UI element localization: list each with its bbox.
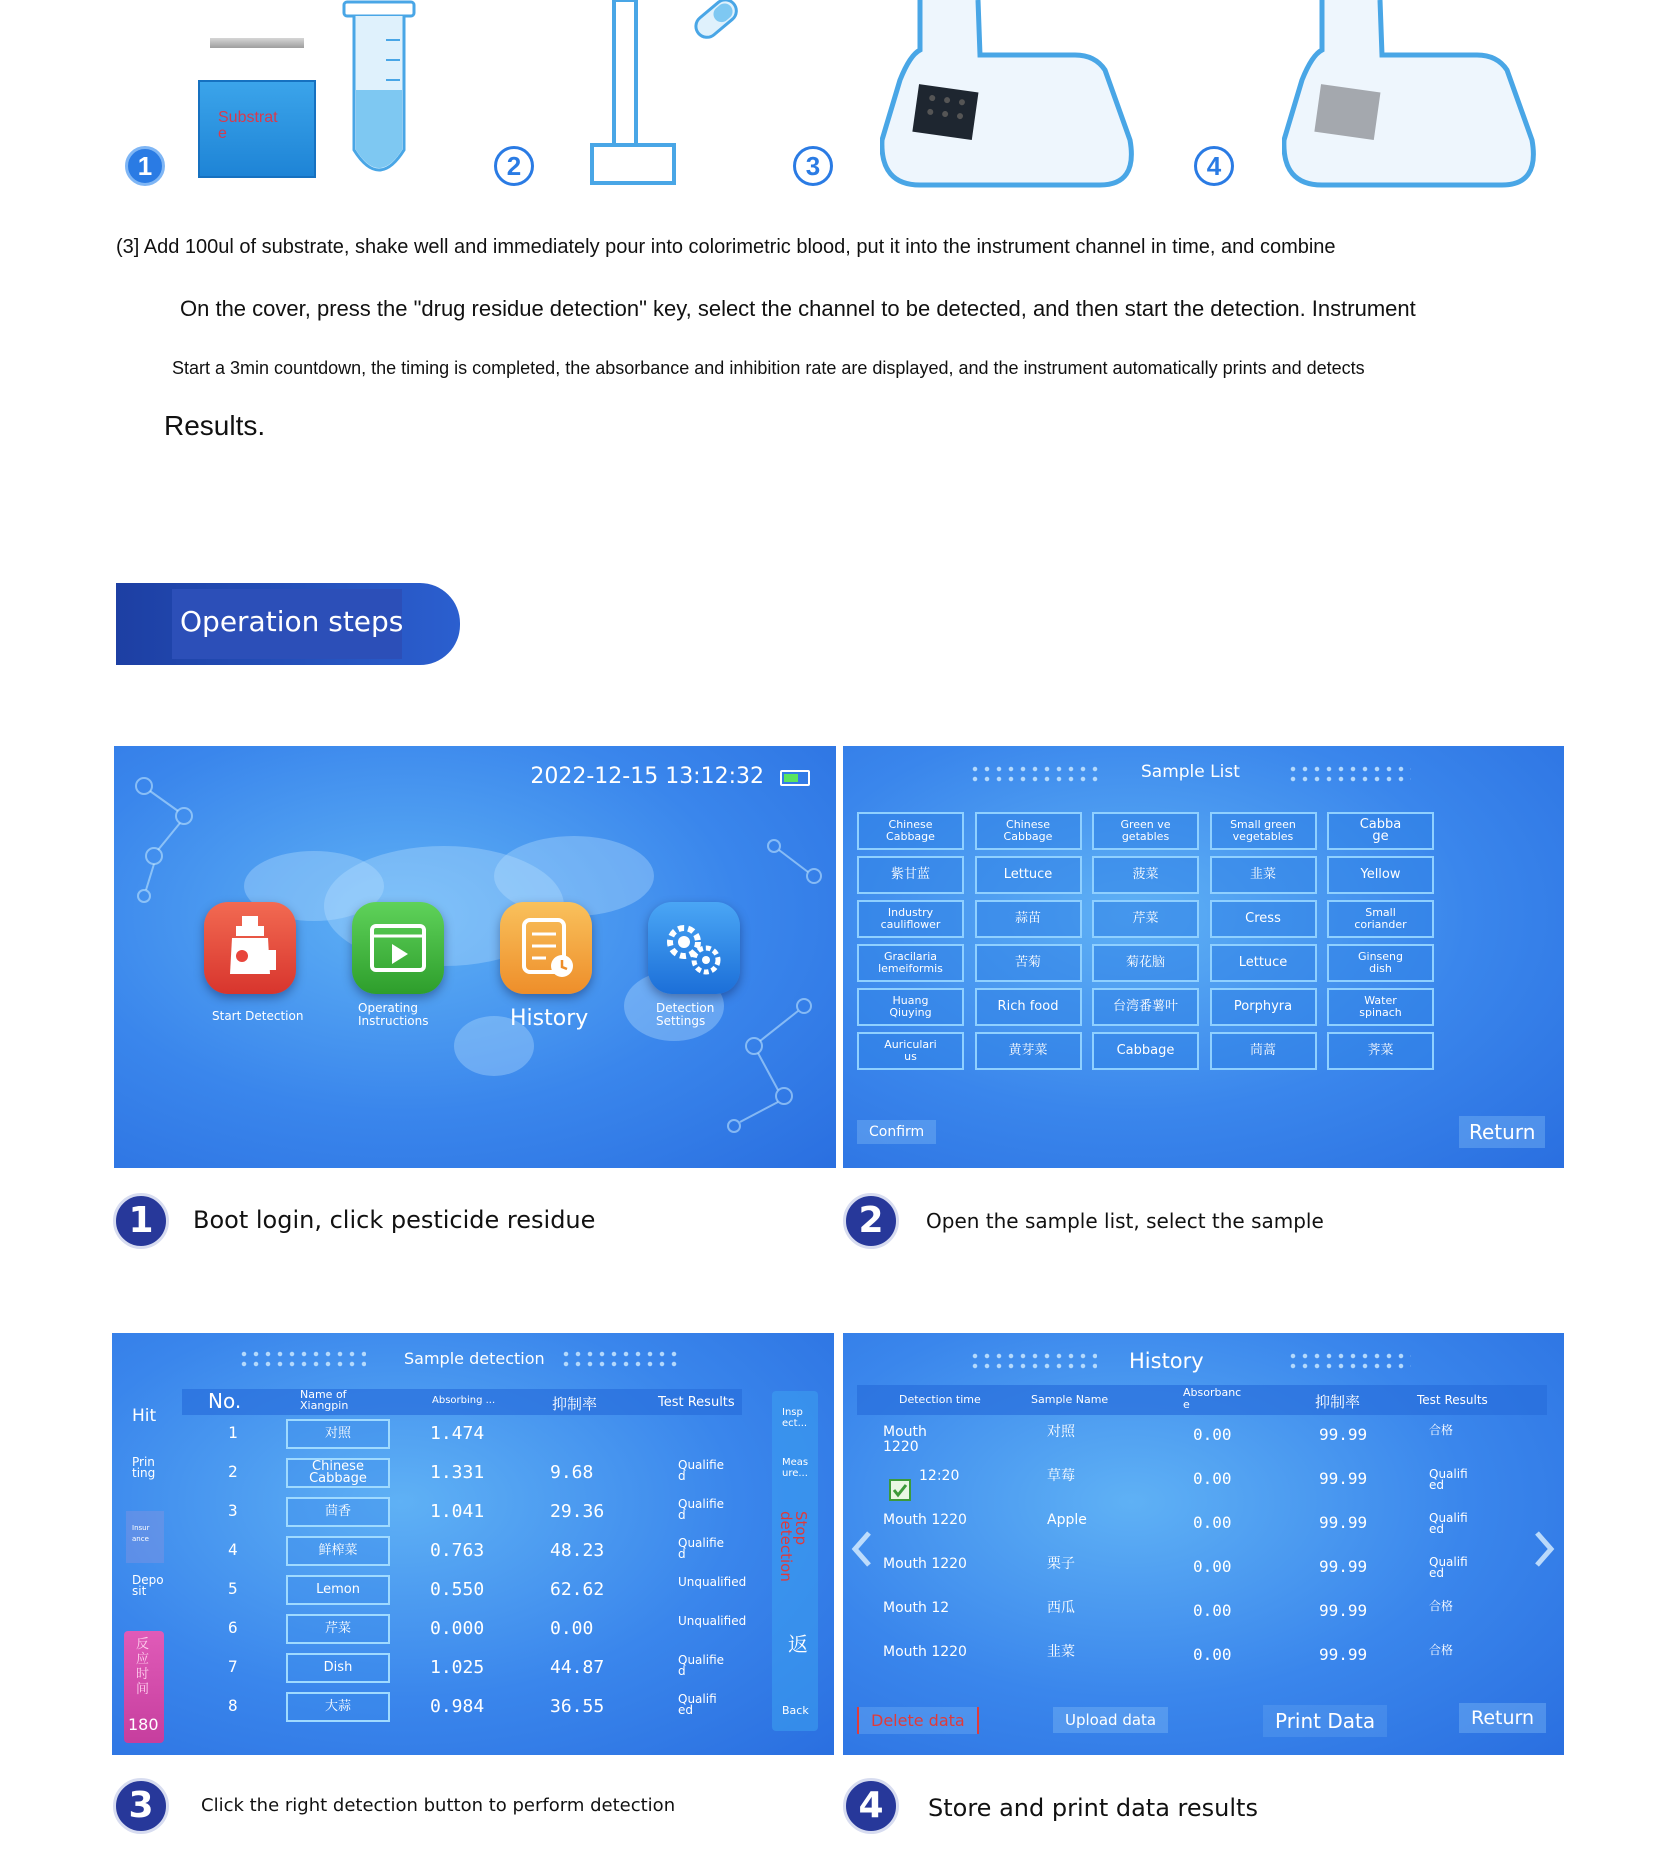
inhibition-value: 62.62 bbox=[550, 1579, 605, 1600]
illus-step-2-badge: 2 bbox=[494, 146, 534, 186]
instruction-line-2: On the cover, press the "drug residue detection" key, select the channel to be detected, and then start the detection. Instrument bbox=[180, 296, 1416, 321]
inhibition-value: 99.99 bbox=[1319, 1513, 1368, 1532]
absorbance-value: 0.00 bbox=[1193, 1425, 1232, 1444]
absorbance-value: 0.00 bbox=[1193, 1469, 1232, 1488]
illus-step-4-badge: 4 bbox=[1194, 146, 1234, 186]
sample-cell[interactable]: 蒜苗 bbox=[975, 900, 1082, 938]
home-screen bbox=[114, 746, 836, 1168]
sample-detection-screen bbox=[112, 1333, 834, 1755]
sample-name-box[interactable]: 芹菜 bbox=[286, 1614, 390, 1644]
substrate-box bbox=[198, 80, 316, 178]
sample-name-box[interactable]: Lemon bbox=[286, 1575, 390, 1605]
caption-2-badge: 2 bbox=[843, 1193, 899, 1249]
sample-cell[interactable]: 苦菊 bbox=[975, 944, 1082, 982]
col-absorbance-header: Absorbanc e bbox=[1183, 1386, 1242, 1411]
sample-cell[interactable]: Chinese Cabbage bbox=[975, 812, 1082, 850]
back-cn-button[interactable]: 返 bbox=[788, 1632, 808, 1656]
sample-cell[interactable]: Rich food bbox=[975, 988, 1082, 1026]
operating-instructions-label: Operating Instructions bbox=[358, 1001, 429, 1028]
inhibition-value: 9.68 bbox=[550, 1462, 594, 1483]
detection-time: Mouth 1220 bbox=[883, 1556, 967, 1572]
inhibition-value: 29.36 bbox=[550, 1501, 605, 1522]
inhibition-value: 36.55 bbox=[550, 1696, 605, 1717]
instruction-line-1: (3] Add 100ul of substrate, shake well and immediately pour into colorimetric blood, put it into the instrument channel in time, and combine bbox=[116, 236, 1336, 258]
deposit-button[interactable]: Depo sit bbox=[132, 1573, 164, 1598]
sample-name-box[interactable]: 大蒜 bbox=[286, 1692, 390, 1722]
back-button[interactable]: Back bbox=[782, 1704, 809, 1717]
sample-cell[interactable]: 荠菜 bbox=[1327, 1032, 1434, 1070]
caption-1-text: Boot login, click pesticide residue bbox=[193, 1206, 596, 1234]
start-detection-app[interactable] bbox=[204, 902, 296, 994]
col-name-header: Sample Name bbox=[1031, 1393, 1109, 1406]
sample-cell[interactable]: 茼蒿 bbox=[1210, 1032, 1317, 1070]
sample-cell[interactable]: Cabba ge bbox=[1327, 812, 1434, 850]
printing-button[interactable]: Prin ting bbox=[132, 1455, 156, 1480]
sample-cell[interactable]: Small coriander bbox=[1327, 900, 1434, 938]
inhibition-value: 99.99 bbox=[1319, 1425, 1368, 1444]
checkmark-icon bbox=[891, 1481, 909, 1499]
sample-cell[interactable]: Cress bbox=[1210, 900, 1317, 938]
sample-cell[interactable]: Lettuce bbox=[1210, 944, 1317, 982]
caption-1-badge: 1 bbox=[113, 1193, 169, 1249]
sample-cell[interactable]: Lettuce bbox=[975, 856, 1082, 894]
sample-cell[interactable]: Gracilaria lemeiformis bbox=[857, 944, 964, 982]
sample-cell[interactable]: Auriculari us bbox=[857, 1032, 964, 1070]
chevron-right-icon[interactable] bbox=[1531, 1529, 1557, 1569]
detection-settings-label: Detection Settings bbox=[656, 1001, 715, 1028]
detection-time: Mouth 12 bbox=[883, 1600, 950, 1616]
col-name-header: Name of Xiangpin bbox=[300, 1388, 349, 1412]
illus-step-1-badge: 1 bbox=[125, 146, 165, 186]
caption-4-text: Store and print data results bbox=[928, 1794, 1258, 1822]
datetime-display: 2022-12-15 13:12:32 bbox=[530, 764, 764, 789]
detection-time: 12:20 bbox=[919, 1468, 960, 1484]
sample-cell[interactable]: 紫甘蓝 bbox=[857, 856, 964, 894]
history-app[interactable] bbox=[500, 902, 592, 994]
start-detection-label: Start Detection bbox=[212, 1009, 304, 1023]
test-result: Qualifi ed bbox=[1429, 1555, 1468, 1580]
detection-time: Mouth 1220 bbox=[883, 1512, 967, 1528]
measure-button[interactable]: Meas ure... bbox=[782, 1457, 809, 1479]
title-dots-left bbox=[969, 1351, 1097, 1371]
upload-data-button[interactable]: Upload data bbox=[1053, 1707, 1168, 1733]
sample-cell[interactable]: 菠菜 bbox=[1092, 856, 1199, 894]
row-number: 5 bbox=[228, 1579, 238, 1598]
absorbance-value: 0.00 bbox=[1193, 1513, 1232, 1532]
test-result: Qualifi ed bbox=[1429, 1467, 1468, 1492]
chevron-left-icon[interactable] bbox=[849, 1529, 875, 1569]
sample-cell[interactable]: Small green vegetables bbox=[1210, 812, 1317, 850]
instrument-with-sample-icon bbox=[880, 0, 1140, 195]
title-dots-right bbox=[1287, 1351, 1411, 1371]
sample-cell[interactable]: 菊花脑 bbox=[1092, 944, 1199, 982]
row-number: 2 bbox=[228, 1462, 238, 1481]
banner-title: Operation steps bbox=[180, 605, 404, 638]
inspect-button[interactable]: Insp ect... bbox=[782, 1407, 808, 1429]
test-result: Qualifie d bbox=[678, 1653, 725, 1678]
caption-3-text: Click the right detection button to perform detection bbox=[201, 1795, 676, 1816]
history-screen bbox=[843, 1333, 1564, 1755]
absorbance-value: 0.00 bbox=[1193, 1645, 1232, 1664]
reaction-time-panel bbox=[124, 1631, 164, 1743]
absorbance-value: 1.041 bbox=[430, 1501, 485, 1522]
title-dots-left bbox=[238, 1349, 366, 1369]
sample-name: 栗子 bbox=[1047, 1556, 1075, 1572]
row-number: 8 bbox=[228, 1696, 238, 1715]
sample-detection-title: Sample detection bbox=[404, 1349, 545, 1368]
reaction-time-label: 反应时间 bbox=[136, 1637, 150, 1697]
detection-settings-app[interactable] bbox=[648, 902, 740, 994]
sample-cell[interactable]: Huang Qiuying bbox=[857, 988, 964, 1026]
caption-4-badge: 4 bbox=[843, 1778, 899, 1834]
sample-cell[interactable]: 台湾番薯叶 bbox=[1092, 988, 1199, 1026]
sample-cell[interactable]: Chinese Cabbage bbox=[857, 812, 964, 850]
instrument-reading-icon bbox=[1282, 0, 1542, 195]
absorbance-value: 0.763 bbox=[430, 1540, 485, 1561]
sample-name: 西瓜 bbox=[1047, 1600, 1075, 1616]
absorbance-value: 0.984 bbox=[430, 1696, 485, 1717]
sample-name-box[interactable]: 对照 bbox=[286, 1419, 390, 1449]
test-result: Qualifie d bbox=[678, 1536, 725, 1561]
operation-steps-banner bbox=[116, 583, 460, 665]
sample-cell[interactable]: Yellow bbox=[1327, 856, 1434, 894]
battery-icon bbox=[780, 770, 810, 786]
row-number: 1 bbox=[228, 1423, 238, 1442]
test-result: Qualifie d bbox=[678, 1458, 725, 1483]
row-number: 6 bbox=[228, 1618, 238, 1637]
test-tube-icon bbox=[340, 0, 420, 190]
detection-time: Mouth 1220 bbox=[883, 1424, 927, 1455]
sample-name-box[interactable]: Dish bbox=[286, 1653, 390, 1683]
inhibition-value: 48.23 bbox=[550, 1540, 605, 1561]
sample-name: 草莓 bbox=[1047, 1468, 1075, 1484]
title-dots-left bbox=[969, 764, 1101, 784]
document-clock-icon bbox=[500, 902, 592, 994]
absorbance-value: 0.00 bbox=[1193, 1601, 1232, 1620]
test-result: 合格 bbox=[1429, 1599, 1454, 1613]
absorbance-value: 0.550 bbox=[430, 1579, 485, 1600]
sample-name: Apple bbox=[1047, 1512, 1087, 1528]
pipette-stand-icon bbox=[586, 0, 756, 190]
col-inhibition-header: 抑制率 bbox=[1315, 1393, 1361, 1411]
detection-time: Mouth 1220 bbox=[883, 1644, 967, 1660]
pesticide-bottle-icon bbox=[204, 902, 296, 994]
substrate-label: Substrat e bbox=[218, 109, 278, 142]
absorbance-value: 1.025 bbox=[430, 1657, 485, 1678]
absorbance-value: 0.000 bbox=[430, 1618, 485, 1639]
inhibition-value: 99.99 bbox=[1319, 1557, 1368, 1576]
sample-list-screen bbox=[843, 746, 1564, 1168]
inhibition-value: 99.99 bbox=[1319, 1645, 1368, 1664]
caption-2-text: Open the sample list, select the sample bbox=[926, 1209, 1324, 1233]
video-play-icon bbox=[352, 902, 444, 994]
instruction-line-4: Results. bbox=[164, 410, 266, 441]
sample-cell[interactable]: 芹菜 bbox=[1092, 900, 1199, 938]
col-time-header: Detection time bbox=[899, 1393, 981, 1406]
return-button[interactable]: Return bbox=[1459, 1116, 1545, 1148]
sample-cell[interactable]: Industry cauliflower bbox=[857, 900, 964, 938]
operating-instructions-app[interactable] bbox=[352, 902, 444, 994]
instruction-line-3: Start a 3min countdown, the timing is completed, the absorbance and inhibition rate are displayed, and the instrument automatically prints and detects bbox=[172, 358, 1365, 378]
col-results-header: Test Results bbox=[1417, 1393, 1488, 1407]
test-result: 合格 bbox=[1429, 1423, 1454, 1437]
inhibition-value: 0.00 bbox=[550, 1618, 594, 1639]
inhibition-value: 44.87 bbox=[550, 1657, 605, 1678]
test-result: 合格 bbox=[1429, 1643, 1454, 1657]
insurance-button[interactable]: Insur ance bbox=[126, 1511, 164, 1563]
row-checkbox[interactable] bbox=[889, 1479, 911, 1501]
test-result: Unqualified bbox=[678, 1614, 747, 1628]
sample-name: 对照 bbox=[1047, 1424, 1075, 1440]
title-dots-right bbox=[1287, 764, 1411, 784]
sample-cell[interactable]: Green ve getables bbox=[1092, 812, 1199, 850]
test-result: Unqualified bbox=[678, 1575, 747, 1589]
hit-button[interactable]: Hit bbox=[132, 1406, 157, 1426]
history-label: History bbox=[510, 1006, 589, 1031]
sample-name-box[interactable]: 茴香 bbox=[286, 1497, 390, 1527]
illus-step-3-badge: 3 bbox=[793, 146, 833, 186]
gears-icon bbox=[648, 902, 740, 994]
sample-cell[interactable]: 韭菜 bbox=[1210, 856, 1317, 894]
test-result: Qualifi ed bbox=[1429, 1511, 1468, 1536]
caption-3-badge: 3 bbox=[113, 1778, 169, 1834]
title-dots-right bbox=[560, 1349, 678, 1369]
col-absorbance-header: Absorbing ... bbox=[432, 1395, 496, 1406]
sample-cell[interactable]: Cabbage bbox=[1092, 1032, 1199, 1070]
print-data-button[interactable]: Print Data bbox=[1263, 1705, 1387, 1737]
row-number: 4 bbox=[228, 1540, 238, 1559]
absorbance-value: 1.331 bbox=[430, 1462, 485, 1483]
col-results-header: Test Results bbox=[658, 1395, 735, 1410]
history-title: History bbox=[1129, 1349, 1204, 1373]
sample-name-box[interactable]: Chinese Cabbage bbox=[286, 1458, 390, 1488]
inhibition-value: 99.99 bbox=[1319, 1601, 1368, 1620]
confirm-button[interactable]: Confirm bbox=[857, 1120, 936, 1144]
sample-cell[interactable]: Porphyra bbox=[1210, 988, 1317, 1026]
row-number: 3 bbox=[228, 1501, 238, 1520]
stop-detection-button[interactable]: Stop detection bbox=[777, 1511, 810, 1582]
sample-name: 韭菜 bbox=[1047, 1644, 1075, 1660]
substrate-seal bbox=[210, 38, 304, 48]
test-result: Qualifie d bbox=[678, 1497, 725, 1522]
col-inhibition-header: 抑制率 bbox=[552, 1395, 598, 1413]
delete-data-button[interactable]: Delete data bbox=[857, 1707, 979, 1734]
sample-cell[interactable]: 黄芽菜 bbox=[975, 1032, 1082, 1070]
col-no-header: No. bbox=[208, 1389, 242, 1413]
test-result: Qualifi ed bbox=[678, 1692, 717, 1717]
sample-cell[interactable]: Water spinach bbox=[1327, 988, 1434, 1026]
procedure-illustration bbox=[0, 0, 1653, 200]
sample-list-title: Sample List bbox=[1141, 762, 1240, 782]
absorbance-value: 0.00 bbox=[1193, 1557, 1232, 1576]
row-number: 7 bbox=[228, 1657, 238, 1676]
sample-cell[interactable]: Ginseng dish bbox=[1327, 944, 1434, 982]
absorbance-value: 1.474 bbox=[430, 1423, 485, 1444]
sample-name-box[interactable]: 鲜榨菜 bbox=[286, 1536, 390, 1566]
return-button[interactable]: Return bbox=[1459, 1703, 1546, 1733]
reaction-time-value: 180 bbox=[128, 1715, 159, 1734]
inhibition-value: 99.99 bbox=[1319, 1469, 1368, 1488]
